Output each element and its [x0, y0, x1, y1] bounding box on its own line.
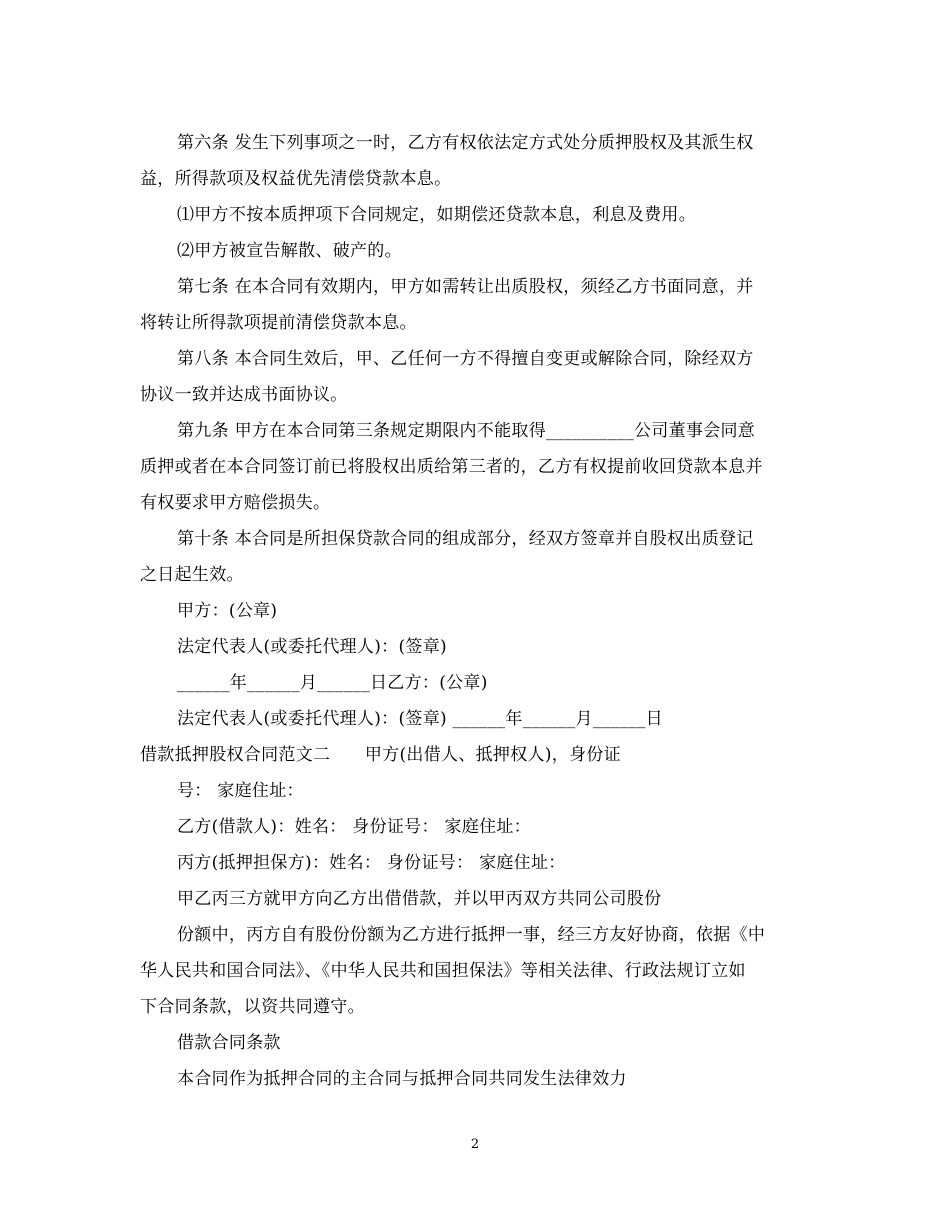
text-line: ______年______月______日乙方：(公章): [177, 673, 488, 693]
text-line: 借款合同条款: [177, 1033, 281, 1053]
text-line: 将转让所得款项提前清偿贷款本息。: [140, 313, 417, 333]
text-line: 借款抵押股权合同范文二 甲方(出借人、抵押权人)，身份证: [140, 745, 621, 765]
text-line: 本合同作为抵押合同的主合同与抵押合同共同发生法律效力: [177, 1069, 627, 1089]
text-line: 益，所得款项及权益优先清偿贷款本息。: [140, 169, 452, 189]
text-line: 法定代表人(或委托代理人)：(签章) ______年______月______日: [177, 709, 663, 729]
text-line: 甲乙丙三方就甲方向乙方出借借款，并以甲丙双方共同公司股份: [177, 889, 662, 909]
text-line: 第九条 甲方在本合同第三条规定期限内不能取得__________公司董事会同意: [177, 421, 756, 441]
text-line: 份额中，丙方自有股份份额为乙方进行抵押一事，经三方友好协商，依据《中: [177, 925, 766, 945]
text-line: 协议一致并达成书面协议。: [140, 385, 348, 405]
text-line: ⑴甲方不按本质押项下合同规定，如期偿还贷款本息，利息及费用。: [177, 205, 696, 225]
page-number: 2: [470, 1137, 480, 1152]
text-line: 甲方：(公章): [177, 601, 278, 621]
text-line: 第十条 本合同是所担保贷款合同的组成部分，经双方签章并自股权出质登记: [177, 529, 754, 549]
text-line: 质押或者在本合同签订前已将股权出质给第三者的，乙方有权提前收回贷款本息并: [140, 457, 763, 477]
text-line: 华人民共和国合同法》、《中华人民共和国担保法》等相关法律、行政法规订立如: [140, 961, 746, 981]
text-line: 下合同条款，以资共同遵守。: [140, 997, 365, 1017]
text-line: 之日起生效。: [140, 565, 244, 585]
text-line: 丙方(抵押担保方)：姓名： 身份证号： 家庭住址：: [177, 853, 566, 873]
text-line: ⑵甲方被宣告解散、破产的。: [177, 241, 402, 261]
text-line: 有权要求甲方赔偿损失。: [140, 493, 331, 513]
text-line: 第七条 在本合同有效期内，甲方如需转让出质股权，须经乙方书面同意，并: [177, 277, 754, 297]
text-line: 乙方(借款人)：姓名： 身份证号： 家庭住址：: [177, 817, 531, 837]
text-line: 号： 家庭住址：: [177, 781, 304, 801]
text-line: 第六条 发生下列事项之一时，乙方有权依法定方式处分质押股权及其派生权: [177, 133, 754, 153]
text-line: 法定代表人(或委托代理人)：(签章): [177, 637, 447, 657]
text-line: 第八条 本合同生效后，甲、乙任何一方不得擅自变更或解除合同，除经双方: [177, 349, 754, 369]
